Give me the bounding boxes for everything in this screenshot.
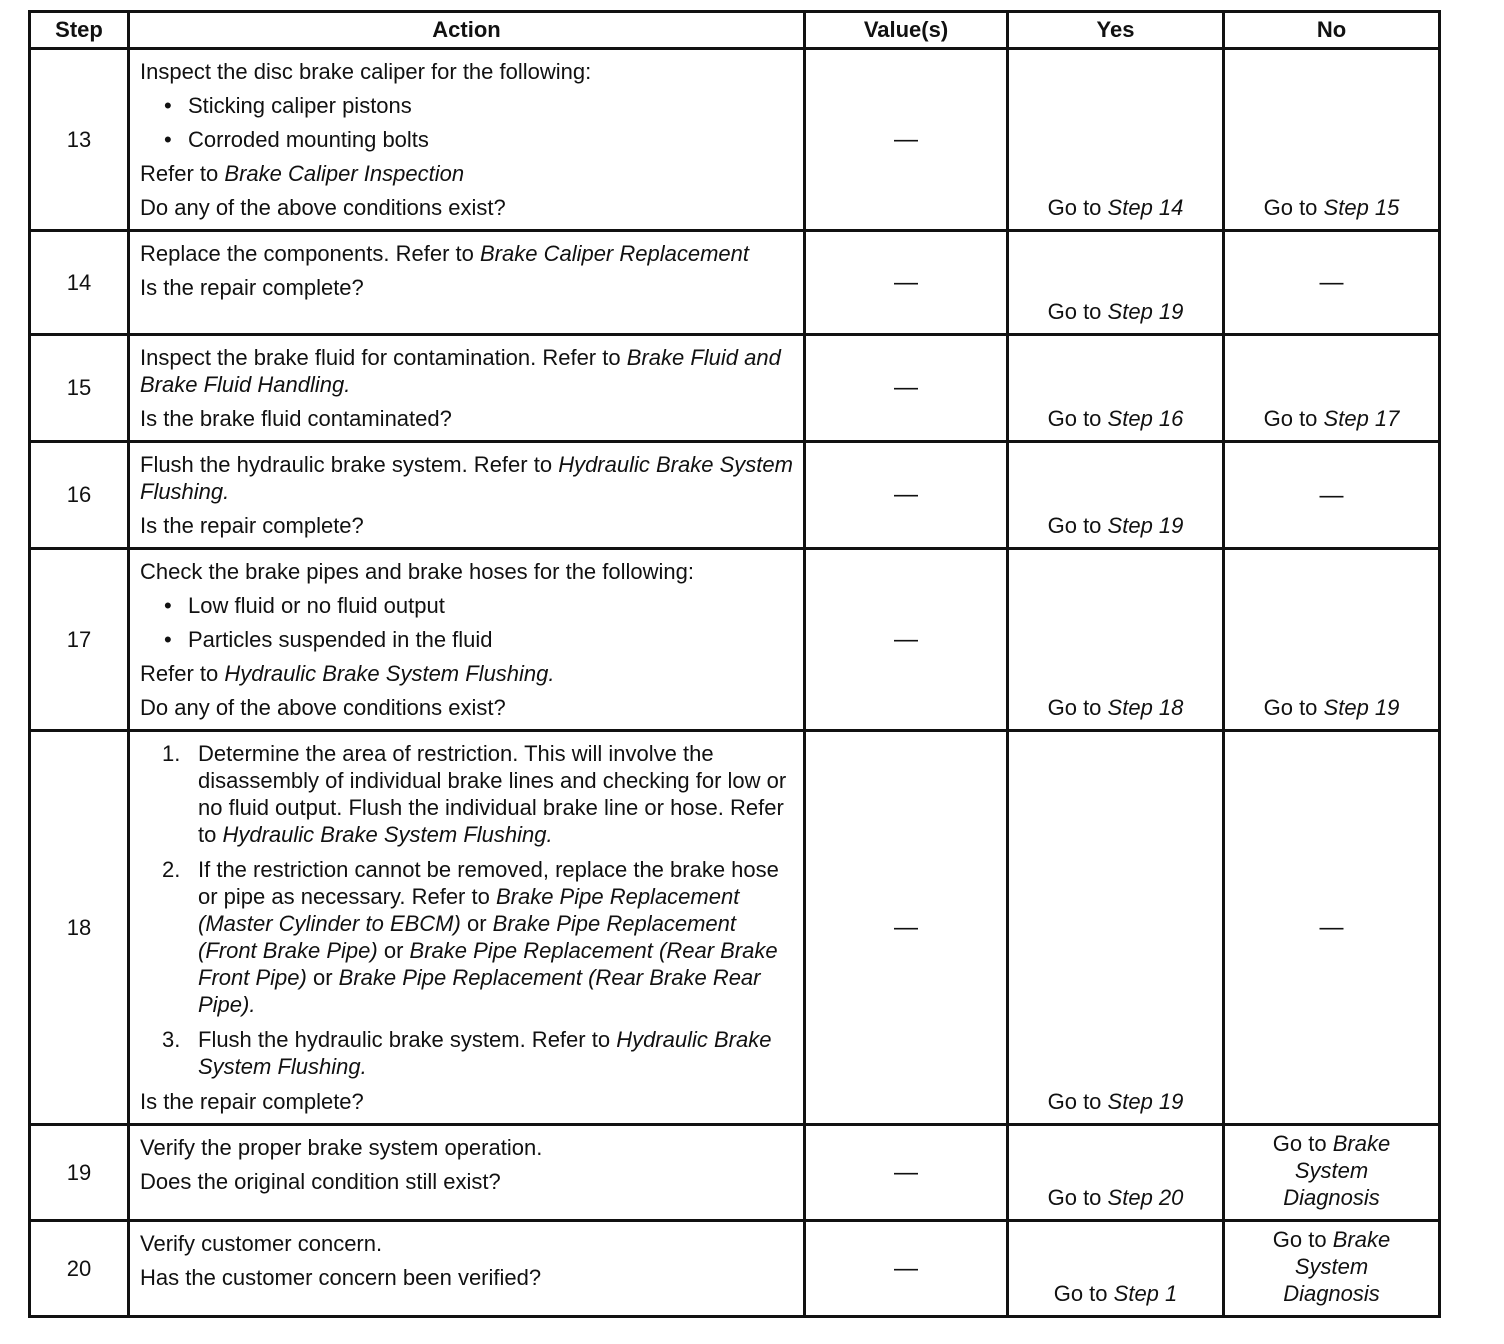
reference-link[interactable]: Brake Caliper Replacement: [479, 241, 750, 266]
no-cell: —: [1224, 442, 1440, 549]
header-yes: Yes: [1008, 12, 1224, 49]
action-cell: [129, 549, 805, 731]
step-number: 15: [30, 335, 129, 442]
reference-link[interactable]: Hydraulic Brake System Flushing.: [222, 822, 553, 847]
table-row-step-19: [30, 1125, 1440, 1221]
list-item: 1. Determine the area of restriction. This will involve the disassembly of individual brake lines and checking for low or no fluid output. Flush the individual brake line or hose. Refer to Hydraulic Brake System Flushing.: [162, 741, 787, 847]
action-intro: Check the brake pipes and brake hoses for the following:: [140, 559, 694, 584]
table-row-step-15: [30, 335, 1440, 442]
yes-step-link[interactable]: Step 16: [1107, 406, 1184, 431]
yes-step-link[interactable]: Step 14: [1107, 195, 1184, 220]
list-item: 3. Flush the hydraulic brake system. Refer to Hydraulic Brake System Flushing.: [162, 1027, 772, 1079]
header-step: Step: [30, 12, 129, 49]
no-cell: —: [1224, 231, 1440, 335]
value-cell: —: [805, 731, 1008, 1125]
yes-step-link[interactable]: Step 19: [1107, 513, 1184, 538]
table-row-step-18: [30, 731, 1440, 1125]
action-cell: [129, 335, 805, 442]
reference-link[interactable]: Brake Pipe Replacement (Rear Brake Front Pipe): [198, 938, 778, 990]
reference-link[interactable]: Brake Caliper Inspection: [224, 161, 465, 186]
list-item: • Corroded mounting bolts: [164, 126, 795, 153]
value-cell: —: [805, 1221, 1008, 1317]
numbered-list: [140, 740, 795, 1080]
reference-link[interactable]: Brake Fluid and Brake Fluid Handling.: [140, 345, 781, 397]
yes-cell: Go to Step 19: [1008, 231, 1224, 335]
reference-link[interactable]: Hydraulic Brake System Flushing.: [198, 1027, 772, 1079]
no-step-link[interactable]: Step 17: [1323, 406, 1400, 431]
action-question: Do any of the above conditions exist?: [140, 195, 506, 220]
action-cell: [129, 231, 805, 335]
action-question: Is the repair complete?: [140, 513, 364, 538]
no-step-link[interactable]: Step 19: [1323, 695, 1400, 720]
step-number: 20: [30, 1221, 129, 1317]
no-cell: Go to Step 15: [1224, 49, 1440, 231]
no-step-link[interactable]: Step 15: [1323, 195, 1400, 220]
header-no: No: [1224, 12, 1440, 49]
no-cell: Go to Step 19: [1224, 549, 1440, 731]
value-cell: —: [805, 49, 1008, 231]
action-text: Flush the hydraulic brake system. Refer to Hydraulic Brake System Flushing.: [140, 452, 793, 504]
yes-step-link[interactable]: Step 19: [1107, 1089, 1184, 1114]
yes-step-link[interactable]: Step 1: [1113, 1281, 1178, 1306]
action-question: Do any of the above conditions exist?: [140, 695, 506, 720]
action-cell: [129, 1125, 805, 1221]
table-row-step-14: [30, 231, 1440, 335]
action-cell: [129, 731, 805, 1125]
action-question: Is the repair complete?: [140, 1089, 364, 1114]
no-diagnosis-link[interactable]: System: [1294, 1158, 1369, 1183]
action-question: Is the repair complete?: [140, 275, 364, 300]
step-number: 16: [30, 442, 129, 549]
step-number: 17: [30, 549, 129, 731]
action-intro: Inspect the disc brake caliper for the following:: [140, 59, 592, 84]
yes-cell: Go to Step 16: [1008, 335, 1224, 442]
action-text: Verify the proper brake system operation.: [140, 1135, 543, 1160]
step-number: 19: [30, 1125, 129, 1221]
reference-link[interactable]: Hydraulic Brake System Flushing.: [140, 452, 793, 504]
list-item: • Low fluid or no fluid output: [164, 592, 795, 619]
action-question: Does the original condition still exist?: [140, 1169, 501, 1194]
no-cell: —: [1224, 731, 1440, 1125]
table-row-step-17: [30, 549, 1440, 731]
diagnostic-table: [28, 10, 1441, 1318]
header-action: Action: [129, 12, 805, 49]
yes-cell: Go to Step 19: [1008, 731, 1224, 1125]
step-number: 18: [30, 731, 129, 1125]
refer-line: Refer to Brake Caliper Inspection: [140, 161, 465, 186]
no-diagnosis-link[interactable]: Diagnosis: [1283, 1281, 1380, 1306]
yes-cell: Go to Step 14: [1008, 49, 1224, 231]
table-row-step-13: [30, 49, 1440, 231]
table-row-step-20: [30, 1221, 1440, 1317]
reference-link[interactable]: Hydraulic Brake System Flushing.: [224, 661, 555, 686]
yes-cell: Go to Step 1: [1008, 1221, 1224, 1317]
value-cell: —: [805, 1125, 1008, 1221]
condition-list: [140, 92, 795, 153]
value-cell: —: [805, 231, 1008, 335]
list-item: • Particles suspended in the fluid: [164, 626, 795, 653]
yes-cell: Go to Step 19: [1008, 442, 1224, 549]
action-text: Verify customer concern.: [140, 1231, 383, 1256]
yes-step-link[interactable]: Step 18: [1107, 695, 1184, 720]
header-values: Value(s): [805, 12, 1008, 49]
action-cell: [129, 1221, 805, 1317]
no-diagnosis-link[interactable]: Diagnosis: [1283, 1185, 1380, 1210]
condition-list: [140, 592, 795, 653]
reference-link[interactable]: Brake Pipe Replacement (Front Brake Pipe): [198, 911, 737, 963]
no-diagnosis-link[interactable]: Brake: [1332, 1131, 1391, 1156]
refer-line: Refer to Hydraulic Brake System Flushing.: [140, 661, 555, 686]
step-number: 14: [30, 231, 129, 335]
step-number: 13: [30, 49, 129, 231]
list-item: 2. If the restriction cannot be removed, replace the brake hose or pipe as necessary. Refer to Brake Pipe Replacement (Master Cylinder to EBCM) or Brake Pipe Replacement (Front Brake Pipe) or Brake Pipe Replacement (Rear Brake Front Pipe) or Brake Pipe Replacement (Rear Brake Rear Pipe).: [162, 857, 779, 1017]
yes-cell: Go to Step 20: [1008, 1125, 1224, 1221]
reference-link[interactable]: Brake Pipe Replacement (Master Cylinder to EBCM): [198, 884, 740, 936]
no-cell: Go to Step 17: [1224, 335, 1440, 442]
value-cell: —: [805, 442, 1008, 549]
header-row: [30, 12, 1440, 49]
action-question: Is the brake fluid contaminated?: [140, 406, 452, 431]
yes-cell: Go to Step 18: [1008, 549, 1224, 731]
yes-step-link[interactable]: Step 19: [1107, 299, 1184, 324]
action-cell: [129, 442, 805, 549]
value-cell: —: [805, 335, 1008, 442]
no-diagnosis-link[interactable]: Brake: [1332, 1227, 1391, 1252]
value-cell: —: [805, 549, 1008, 731]
no-cell: Go to Brake System Diagnosis: [1224, 1125, 1440, 1221]
action-cell: [129, 49, 805, 231]
yes-step-link[interactable]: Step 20: [1107, 1185, 1184, 1210]
action-question: Has the customer concern been verified?: [140, 1265, 542, 1290]
action-text: Inspect the brake fluid for contamination. Refer to Brake Fluid and Brake Fluid Handling.: [140, 345, 781, 397]
reference-link[interactable]: Brake Pipe Replacement (Rear Brake Rear Pipe).: [198, 965, 761, 1017]
no-cell: Go to Brake System Diagnosis: [1224, 1221, 1440, 1317]
table-row-step-16: [30, 442, 1440, 549]
no-diagnosis-link[interactable]: System: [1294, 1254, 1369, 1279]
list-item: • Sticking caliper pistons: [164, 92, 795, 119]
action-text: Replace the components. Refer to Brake Caliper Replacement: [140, 241, 750, 266]
